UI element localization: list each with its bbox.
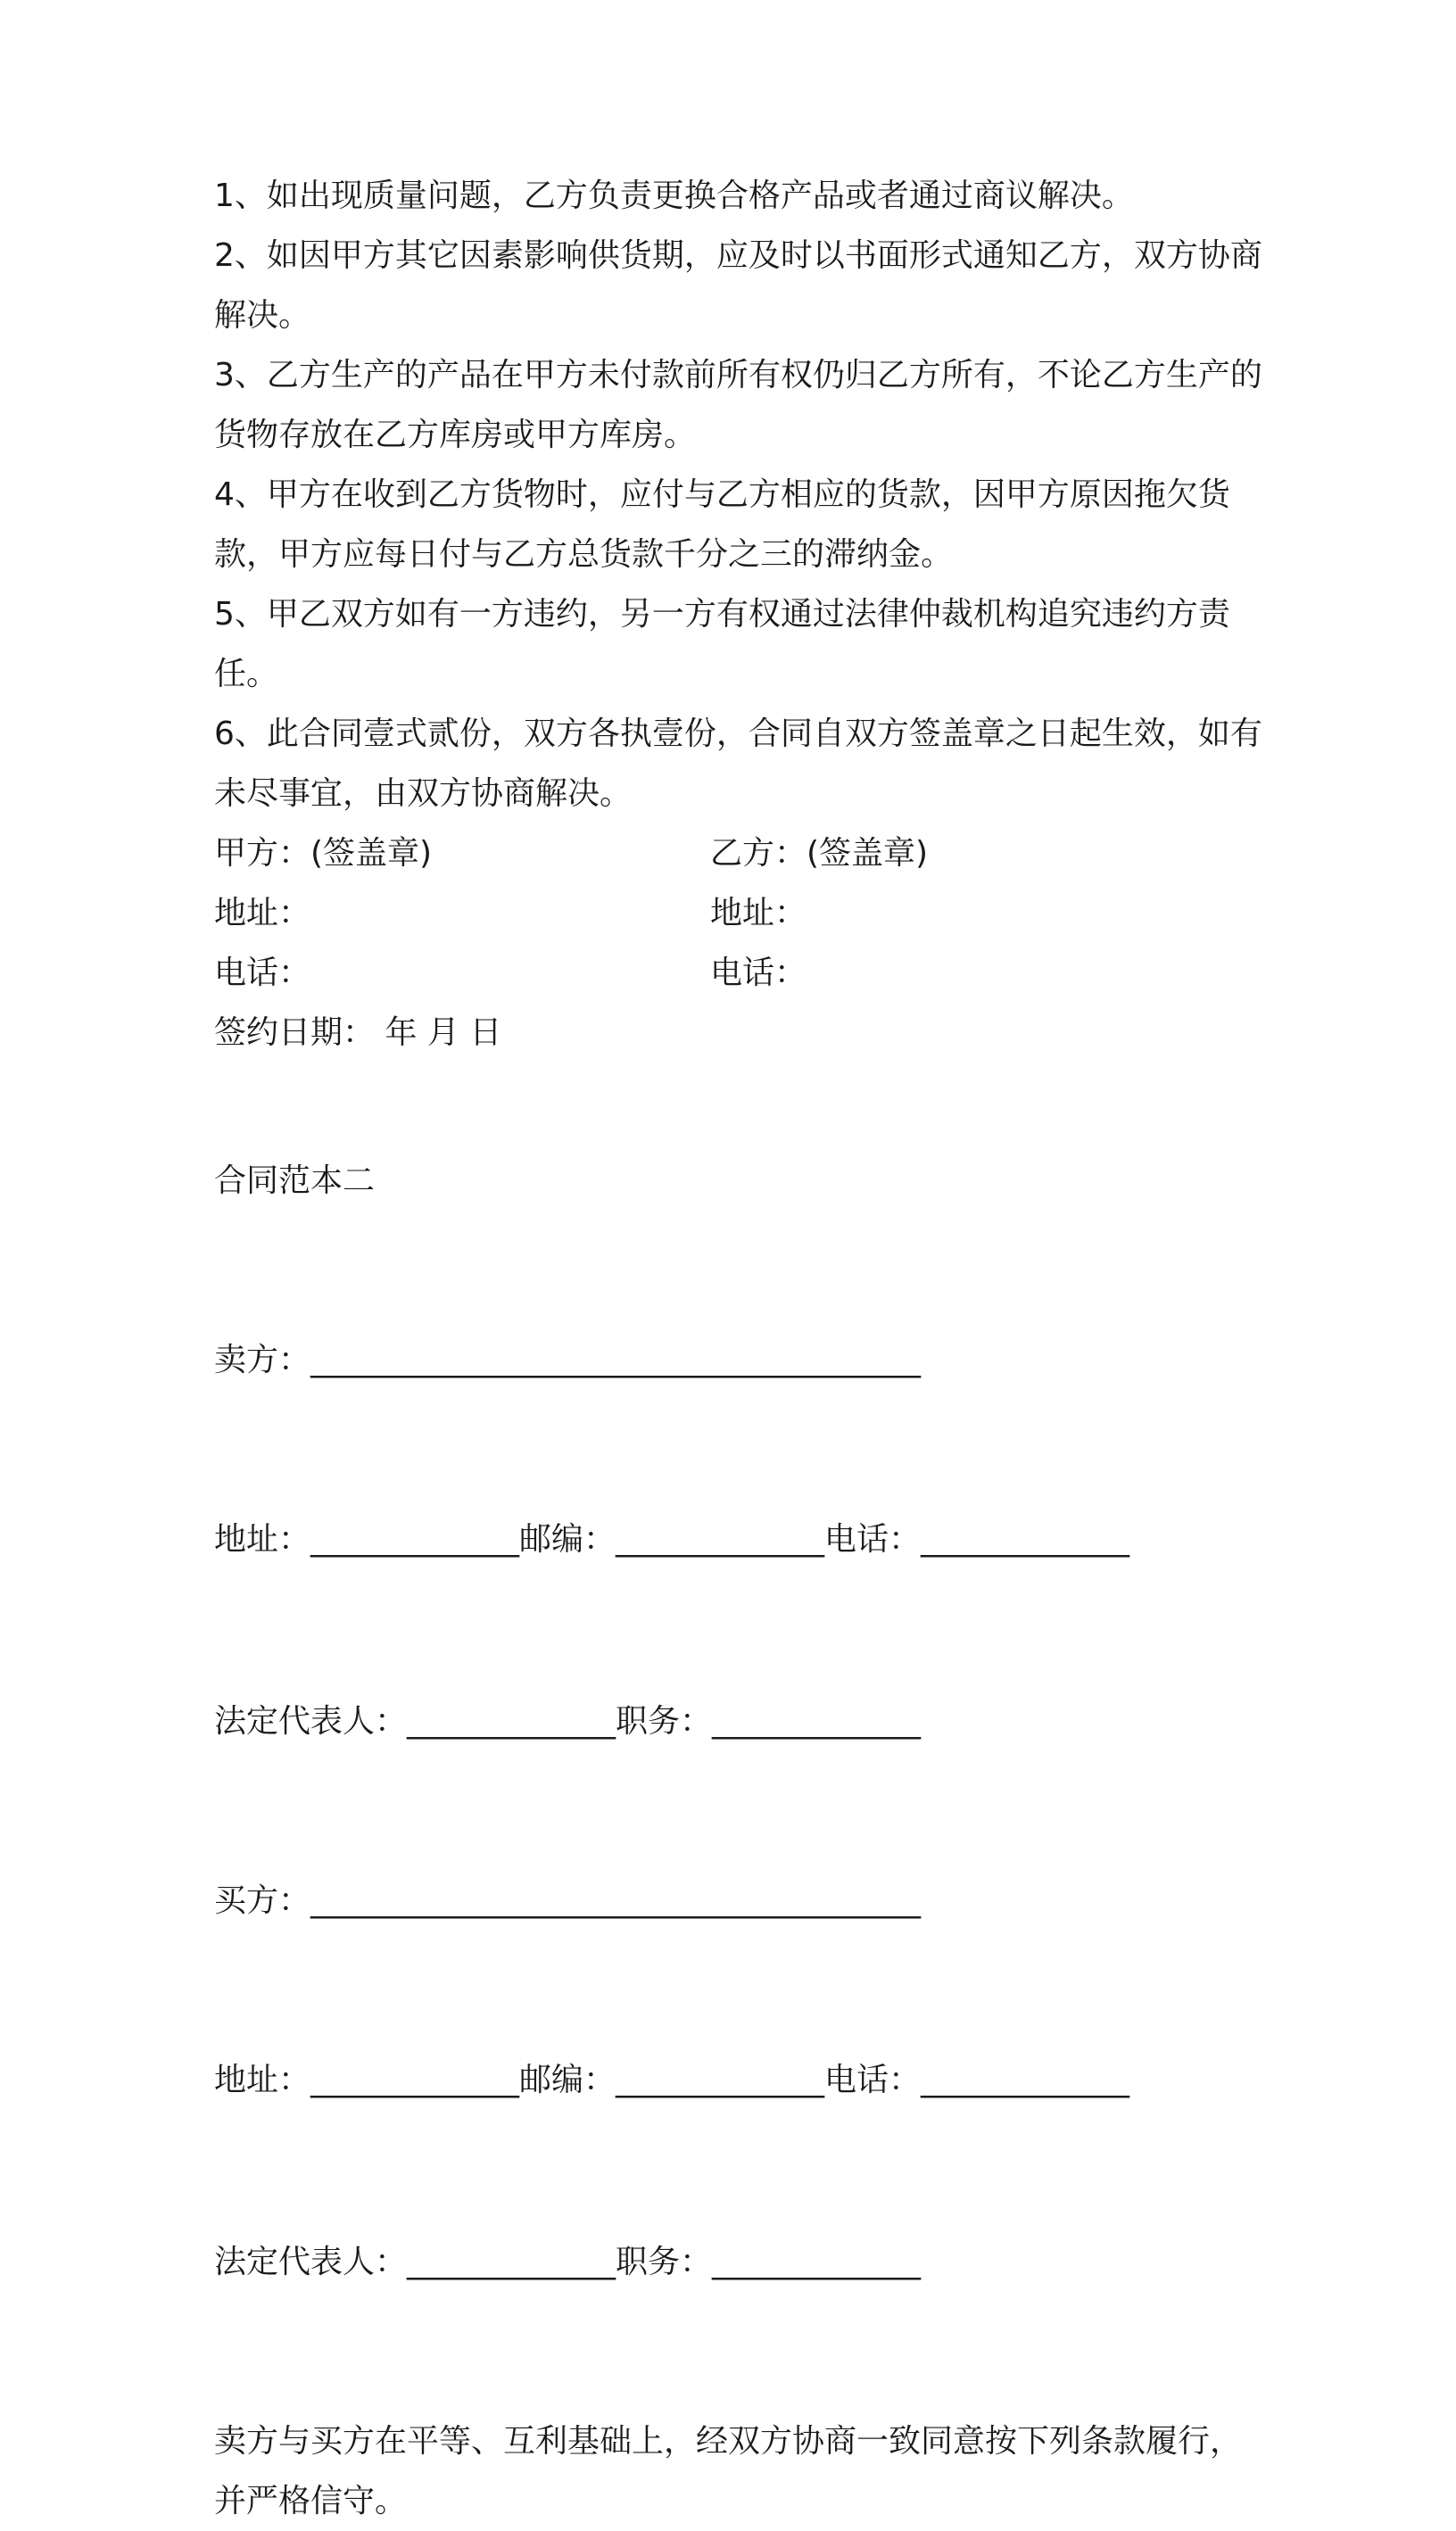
party-a-label: 甲方：(签盖章) (214, 835, 433, 872)
section-gap (214, 1063, 1267, 1151)
seller-field: 卖方：______________________________________ (214, 1342, 922, 1378)
clause-3: 3、乙方生产的产品在甲方未付款前所有权仍归乙方所有，不论乙方生产的货物存放在乙方库房或甲方库房。 (214, 357, 1262, 453)
clause-2: 2、如因甲方其它因素影响供货期，应及时以书面形式通知乙方，双方协商解决。 (214, 237, 1262, 334)
template2-title: 合同范本二 (214, 1162, 376, 1199)
clause-1: 1、如出现质量问题，乙方负责更换合格产品或者通过商议解决。 (214, 178, 1134, 214)
signature-address-row (214, 883, 1267, 943)
party-b-label: 乙方：(签盖章) (710, 835, 929, 872)
buyer-contact-field: 地址：_____________邮编：_____________电话：_____________ (214, 2062, 1130, 2098)
phone-a-label: 电话： (214, 955, 311, 991)
buyer-rep-field: 法定代表人：_____________职务：_____________ (214, 2244, 922, 2280)
signature-party-row (214, 823, 1267, 883)
buyer-field: 买方：______________________________________ (214, 1882, 922, 1919)
signature-phone-row (214, 943, 1267, 1003)
phone-b-label: 电话： (710, 955, 807, 991)
seller-rep-field: 法定代表人：_____________职务：_____________ (214, 1703, 922, 1740)
address-b-label: 地址： (710, 895, 807, 931)
document-page (214, 166, 1267, 2531)
sign-date-label: 签约日期： 年 月 日 (214, 1014, 502, 1051)
clause-6: 6、此合同壹式贰份，双方各执壹份，合同自双方签盖章之日起生效，如有未尽事宜，由双方协商解决。 (214, 715, 1262, 812)
clause-5: 5、甲乙双方如有一方违约，另一方有权通过法律仲裁机构追究违约方责任。 (214, 596, 1230, 692)
party-fields (214, 1211, 1267, 2411)
address-a-label: 地址： (214, 895, 311, 931)
signature-date-row (214, 1003, 1267, 1063)
template2-preamble: 卖方与买方在平等、互利基础上，经双方协商一致同意按下列条款履行，并严格信守。 (214, 2423, 1243, 2519)
seller-contact-field: 地址：_____________邮编：_____________电话：_____________ (214, 1521, 1130, 1558)
clause-4: 4、甲方在收到乙方货物时，应付与乙方相应的货款，因甲方原因拖欠货款，甲方应每日付与乙方总货款千分之三的滞纳金。 (214, 476, 1230, 573)
